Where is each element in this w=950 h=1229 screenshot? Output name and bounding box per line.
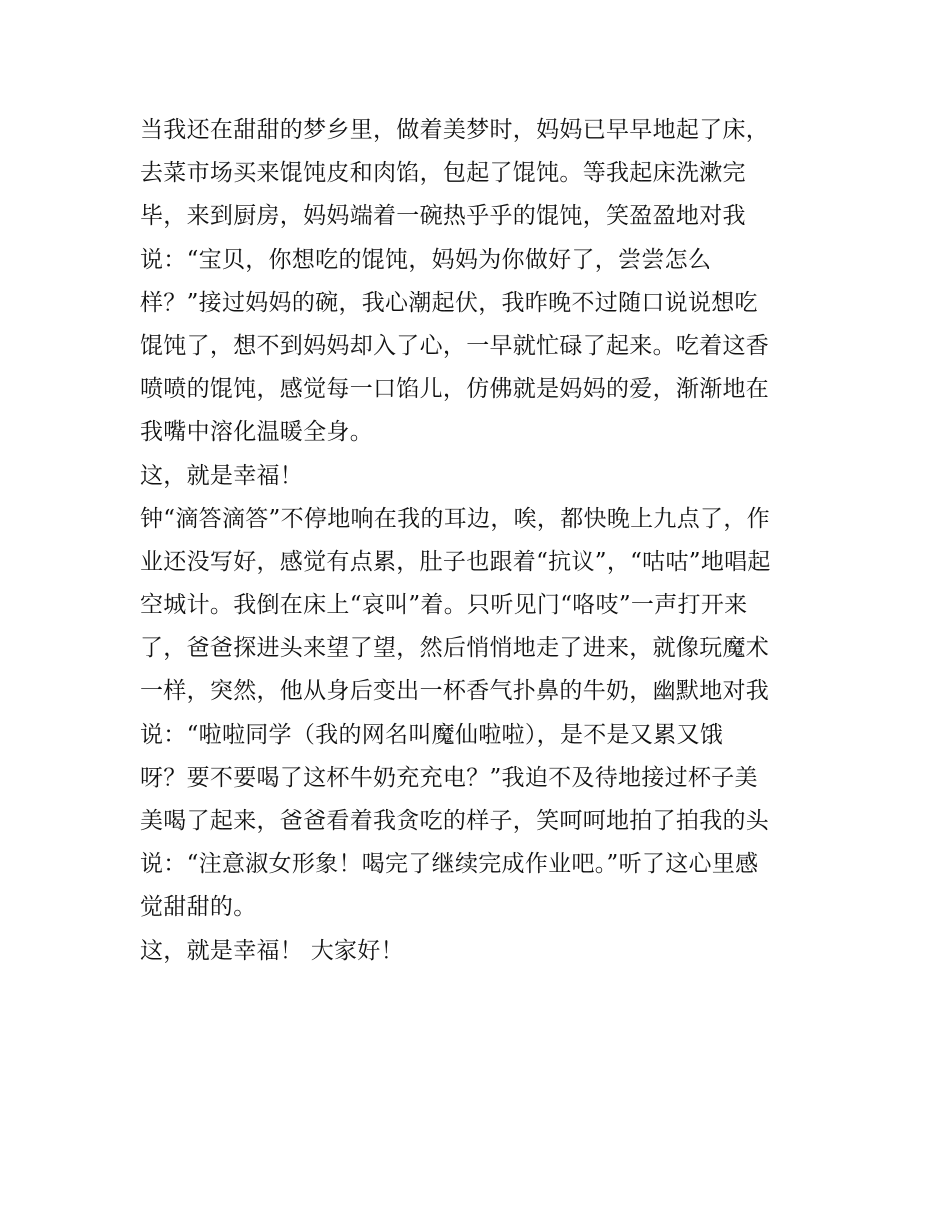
- text-line: 我嘴中溶化温暖全身。: [140, 419, 373, 446]
- text-line: 空城计。我倒在床上“哀叫”着。只听见门“咯吱”一声打开来: [140, 592, 748, 619]
- text-line: 业还没写好，感觉有点累，肚子也跟着“抗议”，“咕咕”地唱起: [140, 548, 771, 575]
- text-line: 当我还在甜甜的梦乡里，做着美梦时，妈妈已早早地起了床，: [140, 117, 770, 143]
- text-line: 这，就是幸福！: [140, 462, 304, 489]
- text-line: 喷喷的馄饨，感觉每一口馅儿，仿佛就是妈妈的爱，渐渐地在: [140, 376, 770, 403]
- text-line: 说：“啦啦同学（我的网名叫魔仙啦啦），是不是又累又饿: [140, 721, 724, 748]
- text-line: 这，就是幸福！ 大家好！: [140, 937, 404, 964]
- text-line: 一样，突然，他从身后变出一杯香气扑鼻的牛奶，幽默地对我: [140, 678, 770, 705]
- text-line: 觉甜甜的。: [140, 894, 257, 921]
- text-line: 毕，来到厨房，妈妈端着一碗热乎乎的馄饨，笑盈盈地对我: [140, 203, 746, 230]
- text-line: 样？”接过妈妈的碗，我心潮起伏，我昨晚不过随口说说想吃: [140, 289, 758, 316]
- text-line: 呀？要不要喝了这杯牛奶充充电？”我迫不及待地接过杯子美: [140, 764, 758, 791]
- text-line: 美喝了起来，爸爸看着我贪吃的样子，笑呵呵地拍了拍我的头: [140, 808, 770, 834]
- text-line: 馄饨了，想不到妈妈却入了心，一早就忙碌了起来。吃着这香: [140, 332, 770, 359]
- text-line: 说：“宝贝，你想吃的馄饨，妈妈为你做好了，尝尝怎么: [140, 246, 712, 273]
- text-line: 去菜市场买来馄饨皮和肉馅，包起了馄饨。等我起床洗漱完: [140, 160, 746, 187]
- document-page: [140, 109, 820, 973]
- text-line: 钟“滴答滴答”不停地响在我的耳边，唉，都快晚上九点了，作: [140, 505, 770, 532]
- text-line: 了，爸爸探进头来望了望，然后悄悄地走了进来，就像玩魔术: [140, 635, 770, 662]
- text-line: 说：“注意淑女形象！喝完了继续完成作业吧。”听了这心里感: [140, 851, 759, 878]
